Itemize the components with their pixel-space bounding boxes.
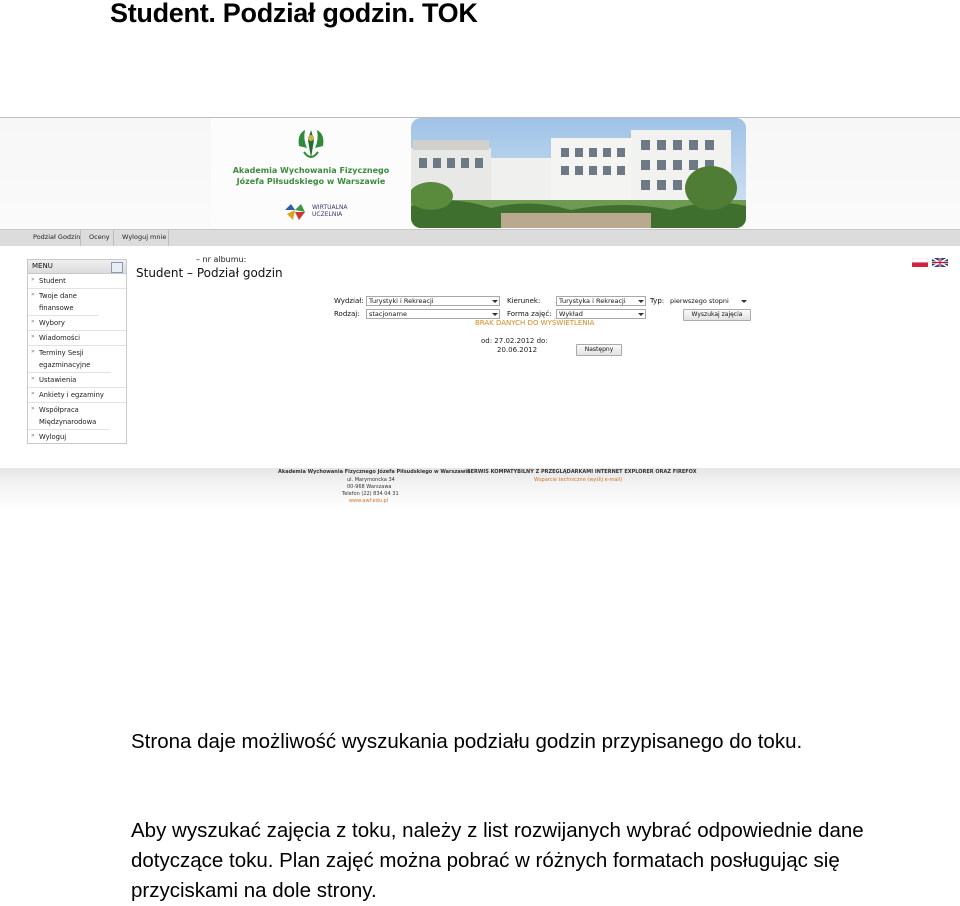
menu-title: MENU [32, 262, 53, 270]
menu-item-terminy-sesji[interactable]: » Terminy Sesji egazminacyjne [28, 346, 111, 373]
chevron-down-icon [492, 300, 498, 303]
date-to: 20.06.2012 [497, 346, 538, 354]
nav-separator [168, 230, 169, 246]
vu-line2: UCZELNIA [312, 211, 343, 218]
menu-item-wiadomosci[interactable]: » Wiadomości [28, 331, 126, 346]
university-logo [211, 118, 411, 230]
virtual-university-icon [283, 202, 311, 222]
search-classes-button[interactable]: Wyszukaj zajęcia [683, 309, 751, 321]
date-range [481, 337, 548, 355]
university-name-line1: Akademia Wychowania Fizycznego [232, 166, 390, 175]
menu-item-finanse[interactable]: » Twoje dane finansowe [28, 289, 99, 316]
chevron-down-icon [492, 313, 498, 316]
menu-header [28, 260, 126, 274]
university-name-line2: Józefa Piłsudskiego w Warszawie [236, 177, 386, 186]
footer-browser-compat: SERWIS KOMPATYBILNY Z PRZEGLĄDARKAMI INTERNET EXPLORER ORAZ FIREFOX [467, 469, 697, 475]
forma-zajec-select[interactable] [556, 309, 646, 319]
footer-phone: Telefon (22) 834 04 31 [342, 491, 399, 497]
vu-line1: WIRTUALNA [312, 204, 348, 211]
page-footer [0, 468, 960, 512]
chevron-down-icon [638, 313, 644, 316]
screenshot [0, 117, 960, 512]
emblem-icon [295, 126, 327, 164]
date-from: od: 27.02.2012 do: [481, 337, 548, 345]
side-menu [27, 259, 127, 444]
kierunek-value: Turystyka i Rekreacji [559, 297, 626, 305]
nav-separator [80, 230, 81, 246]
menu-item-wyloguj[interactable]: » Wyloguj [28, 430, 126, 444]
forma-zajec-value: Wykład [559, 310, 583, 318]
polish-flag-icon [912, 258, 928, 267]
footer-support-link[interactable]: Wsparcie techniczne (wyślij e-mail) [534, 477, 623, 483]
menu-item-wybory[interactable]: » Wybory [28, 316, 126, 331]
no-data-message: BRAK DANYCH DO WYŚWIETLENIA [475, 319, 595, 327]
chevron-down-icon [741, 300, 747, 303]
nav-oceny[interactable]: Oceny [89, 233, 110, 241]
kierunek-select[interactable] [556, 296, 646, 306]
main-content [0, 246, 960, 468]
chevron-down-icon [638, 300, 644, 303]
description-paragraph-1: Strona daje możliwość wyszukania podziału godzin przypisanego do toku. [131, 730, 803, 753]
typ-label: Typ: [650, 297, 665, 305]
slide-title: Student. Podział godzin. TOK [110, 0, 478, 28]
language-flags [912, 258, 948, 267]
top-navbar [0, 229, 960, 247]
wydzial-value: Turystyki i Rekreacji [369, 297, 434, 305]
menu-item-student[interactable]: » Student [28, 274, 126, 289]
next-button[interactable]: Następny [576, 344, 622, 356]
typ-select[interactable] [667, 296, 749, 306]
menu-item-wspolpraca[interactable]: » Współpraca Międzynarodowa [28, 403, 109, 430]
rodzaj-label: Rodzaj: [334, 310, 360, 318]
rodzaj-value: stacjonarne [369, 310, 408, 318]
wydzial-select[interactable] [366, 296, 500, 306]
menu-item-ankiety[interactable]: » Ankiety i egzaminy [28, 388, 126, 403]
nav-podzial-godzin[interactable]: Podział Godzin [33, 233, 81, 241]
english-flag-icon [932, 258, 948, 267]
campus-building-photo [411, 118, 746, 228]
footer-website-link[interactable]: www.awf.edu.pl [349, 498, 389, 504]
page-heading: Student – Podział godzin [136, 266, 283, 280]
footer-org-name: Akademia Wychowania Fizycznego Józefa Piłsudskiego w Warszawie [278, 469, 471, 475]
footer-address1: ul. Marymoncka 34 [347, 477, 395, 483]
description-paragraph-2: Aby wyszukać zajęcia z toku, należy z list rozwijanych wybrać odpowiednie dane dotyczące toku. Plan zajęć można pobrać w różnych formatach posługując się przyciskami na dole strony. [131, 819, 864, 902]
nav-logout[interactable]: Wyloguj mnie [122, 233, 167, 241]
kierunek-label: Kierunek: [507, 297, 541, 305]
virtual-university-label [312, 204, 348, 218]
nav-separator [113, 230, 114, 246]
typ-value: pierwszego stopni [670, 297, 729, 305]
footer-address2: 00-968 Warszawa [347, 484, 392, 490]
wydzial-label: Wydział: [334, 297, 364, 305]
forma-zajec-label: Forma zajęć: [507, 310, 552, 318]
rodzaj-select[interactable] [366, 309, 500, 319]
menu-toggle-icon[interactable] [111, 262, 123, 273]
university-name [211, 165, 411, 187]
album-number-label: – nr albumu: [196, 255, 247, 264]
menu-item-ustawienia[interactable]: » Ustawienia [28, 373, 126, 388]
